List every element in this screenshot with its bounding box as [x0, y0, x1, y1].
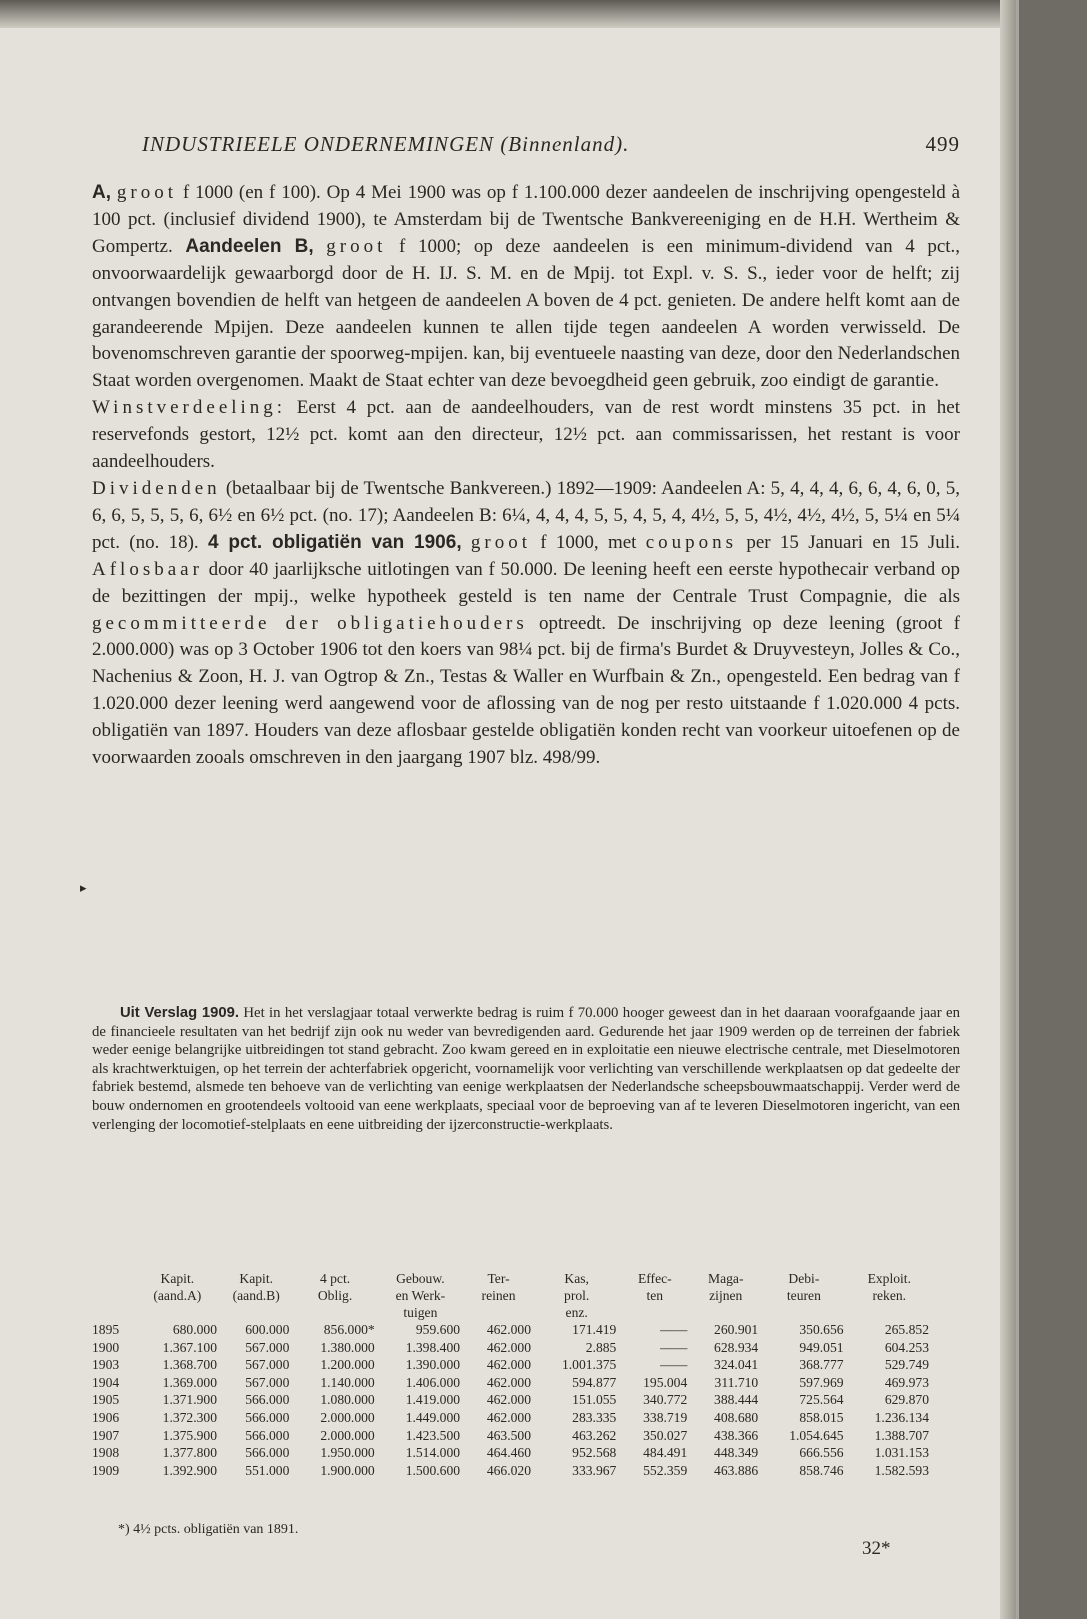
table-row	[92, 1462, 932, 1480]
table-cell: 1.368.700	[162, 1357, 218, 1373]
table-cell: 566.000	[245, 1445, 290, 1461]
page-number: 499	[925, 132, 960, 156]
table-cell: 594.877	[572, 1374, 617, 1390]
header-cell	[292, 1304, 377, 1321]
groot-word-3: groot	[470, 531, 531, 553]
table-cell: 567.000	[245, 1374, 290, 1390]
table-cell: 1.419.000	[405, 1392, 461, 1408]
header-cell: Exploit.	[867, 1271, 911, 1286]
table-cell: ——	[660, 1357, 688, 1373]
table-cell: 1.140.000	[320, 1374, 375, 1390]
table-cell: 680.000	[172, 1322, 218, 1337]
running-header	[92, 128, 960, 162]
table-cell: 2.885	[585, 1339, 617, 1355]
shares-b-text: f 1000; op deze aandeelen is een minimum-dividend van 4 pct., onvoorwaardelijk gewaarborgd door de H. IJ. S. M. en de Mpij. tot Expl. v. S. S., ieder voor de helft; zij ontvangen bovendien de helft van hetgeen de aandeelen A boven de 4 pct. genieten. De andere helft komt aan de garandeerende Mpijen. Deze aandeelen kunnen te allen tijde tegen aandeelen A worden verwisseld. De bovenomschreven garantie der spoorweg-mpijen. kan, bij eventueele naasting van deze, door den Nederlandschen Staat worden overgenomen. Maakt de Staat echter van deze bevoegdheid geen gebruik, zoo eindigt de garantie.	[92, 235, 961, 392]
profit-text: Eerst 4 pct. aan de aandeelhouders, van de rest wordt minstens 35 pct. in het reservefonds gestort, 12½ pct. komt aan den directeur, 12½ pct. aan commissarissen, het restant is voor aandeelhouders.	[92, 397, 960, 473]
table-cell: 628.934	[714, 1339, 759, 1355]
table-cell: 1.514.000	[405, 1445, 461, 1461]
table-cell: 338.719	[643, 1409, 688, 1425]
shares-a-text: f 1000 (en f 100). Op 4 Mei 1900 was op f 1.100.000 dezer aandeelen de inschrijving opengesteld à 100 pct. (inclusief dividend 1900), te Amsterdam bij de Twentsche Bankvereeniging en de H.H. Wertheim & Gompertz.	[92, 182, 961, 257]
table-row	[92, 1374, 932, 1392]
table-cell: 462.000	[486, 1322, 531, 1337]
header-cell: Effec-	[637, 1271, 672, 1286]
header-cell: Maga-	[708, 1271, 744, 1286]
table-header	[92, 1270, 932, 1321]
coupons-text: per 15 Januari en 15 Juli.	[746, 531, 961, 553]
header-cell: reinen	[481, 1288, 516, 1303]
groot-word: groot	[116, 182, 177, 203]
table-cell: 265.852	[884, 1322, 929, 1337]
gecommitteerde-words: gecommitteerde der obligatiehouders	[92, 612, 528, 634]
table-cell: 600.000	[245, 1322, 290, 1337]
table-cell: 469.973	[884, 1374, 929, 1390]
table-cell: 1.372.300	[162, 1409, 218, 1425]
table-cell: 463.262	[572, 1427, 617, 1443]
table-cell: 1.200.000	[320, 1357, 375, 1373]
table-cell: 567.000	[245, 1357, 290, 1373]
table-cell: 1.371.900	[162, 1392, 218, 1408]
table-cell: ——	[660, 1322, 688, 1337]
table-cell: 1.001.375	[561, 1357, 617, 1373]
table-cell: 1.449.000	[405, 1409, 461, 1425]
table-cell: 551.000	[245, 1462, 290, 1478]
bonds-label: 4 pct. obligatiën van 1906,	[207, 531, 462, 553]
financial-table	[92, 1270, 932, 1479]
header-cell: Ter-	[487, 1271, 510, 1286]
table-cell: 1.236.134	[874, 1409, 929, 1425]
header-cell	[135, 1304, 220, 1321]
table-row	[92, 1444, 932, 1462]
table-cell: 2.000.000	[320, 1409, 375, 1425]
paragraph-shares	[92, 180, 960, 395]
table-cell: 350.656	[799, 1322, 844, 1337]
header-cell: Oblig.	[317, 1288, 353, 1303]
table-cell: 858.015	[799, 1409, 844, 1425]
year-cell: 1909	[92, 1462, 120, 1478]
table-cell: 462.000	[486, 1374, 531, 1390]
table-cell: 856.000*	[323, 1322, 375, 1337]
table-cell: 324.041	[714, 1357, 759, 1373]
table-cell: 462.000	[486, 1357, 531, 1373]
header-cell: teuren	[786, 1288, 821, 1303]
dividends-text: (betaalbaar bij de Twentsche Bankvereen.) 1892—1909: Aandeelen A: 5, 4, 4, 4, 6, 6, 4, 6, 0, 5, 6, 6, 5, 5, 5, 6, 6½ en 6½ pct. (no. 17); Aandeelen B: 6¼, 4, 4, 4, 5, 5, 4, 5, 4, 4½, 5, 5, 4½, 4½, 4½, 5, 5¼ en 5¼ pct. (no. 18).	[92, 477, 960, 553]
table-cell: 283.335	[572, 1409, 617, 1425]
table-cell: ——	[660, 1339, 688, 1355]
table-cell: 1.950.000	[320, 1445, 375, 1461]
table-cell: 1.900.000	[320, 1462, 375, 1478]
table-cell: 1.582.593	[874, 1462, 929, 1478]
table-cell: 408.680	[714, 1409, 759, 1425]
groot-word-2: groot	[326, 235, 387, 257]
table-cell: 1.388.707	[874, 1427, 929, 1443]
year-cell: 1906	[92, 1409, 120, 1425]
table-cell: 1.423.500	[405, 1427, 461, 1443]
paragraph-profit	[92, 395, 960, 476]
header-cell: tuigen	[403, 1305, 438, 1320]
dividends-label: Dividenden	[92, 477, 221, 499]
header-cell: prol.	[564, 1288, 590, 1303]
main-text	[92, 180, 960, 772]
table-cell: 858.746	[799, 1462, 844, 1478]
table-cell: 952.568	[572, 1445, 617, 1461]
header-row-2	[92, 1287, 932, 1304]
page-top-edge	[0, 0, 1016, 28]
table-cell: 333.967	[572, 1462, 617, 1478]
margin-mark: ▸	[80, 880, 87, 895]
table-cell: 1.080.000	[320, 1392, 375, 1408]
table-cell: 597.969	[799, 1374, 844, 1390]
table-cell: 529.749	[884, 1357, 929, 1373]
report-label: Uit Verslag 1909.	[120, 1005, 239, 1021]
table-cell: 1.031.153	[874, 1445, 929, 1461]
table-cell: 1.398.400	[405, 1339, 461, 1355]
table-cell: 1.369.000	[162, 1374, 218, 1390]
header-cell: Kapit.	[160, 1271, 195, 1286]
annual-report-section	[92, 1004, 960, 1134]
table-cell: 195.004	[643, 1374, 688, 1390]
header-cell: 4 pct.	[319, 1271, 351, 1286]
table-cell: 438.366	[714, 1427, 759, 1443]
table-cell: 151.055	[572, 1392, 617, 1408]
header-title: INDUSTRIEELE ONDERNEMINGEN (Binnenland).	[142, 132, 630, 156]
table-cell: 1.500.600	[405, 1462, 461, 1478]
year-cell: 1904	[92, 1374, 120, 1390]
header-cell	[619, 1304, 690, 1321]
aflosbaar-word: Aflosbaar	[92, 558, 203, 580]
footnote: *) 4½ pcts. obligatiën van 1891.	[118, 1522, 299, 1537]
table-cell: 604.253	[884, 1339, 929, 1355]
header-cell: Kapit.	[239, 1271, 273, 1286]
header-cell: ten	[646, 1288, 664, 1303]
bonds-text-2: optreedt. De inschrijving op deze leening (groot f 2.000.000) was op 3 October 1906 tot den koers van 98¼ pct. bij de firma's Burdet & Druyvesteyn, Jolles & Co., Nachenius & Zoon, H. J. van Ogtrop & Zn., Testas & Waller en Wurfbain & Zn., opengesteld. Een bedrag van f 1.020.000 dezer leening werd aangewend voor de aflossing van de nog per resto uitstaande f 1.020.000 4 pcts. obligatiën van 1897. Houders van deze aflosbaar gestelde obligatiën konden recht van voorkeur uitoefenen op de voorwaarden zooals omschreven in den jaargang 1907 blz. 498/99.	[92, 612, 960, 769]
shares-a-label: A,	[92, 182, 111, 203]
header-cell: Gebouw.	[396, 1271, 445, 1286]
table-cell: 566.000	[245, 1427, 290, 1443]
table-cell: 448.349	[714, 1445, 759, 1461]
table-cell: 171.419	[572, 1322, 617, 1337]
header-cell	[92, 1304, 135, 1321]
year-cell: 1905	[92, 1392, 120, 1408]
table-cell: 725.564	[799, 1392, 844, 1408]
table-cell: 462.000	[486, 1409, 531, 1425]
signature-mark: 32*	[862, 1538, 891, 1559]
header-cell	[761, 1304, 846, 1321]
table-cell: 311.710	[714, 1374, 759, 1390]
table-cell: 567.000	[245, 1339, 290, 1355]
table-cell: 1.406.000	[405, 1374, 461, 1390]
table-cell: 1.054.645	[789, 1427, 844, 1443]
table-cell: 566.000	[245, 1409, 290, 1425]
table-cell: 484.491	[643, 1445, 688, 1461]
header-cell: Debi-	[788, 1271, 820, 1286]
shares-b-label: Aandeelen B,	[185, 235, 314, 257]
table-cell: 350.027	[643, 1427, 688, 1443]
table-cell: 1.390.000	[405, 1357, 461, 1373]
table-row	[92, 1356, 932, 1374]
header-cell	[220, 1304, 292, 1321]
table-cell: 552.359	[643, 1462, 688, 1478]
header-cell	[463, 1304, 534, 1321]
table-cell: 566.000	[245, 1392, 290, 1408]
year-cell: 1900	[92, 1339, 120, 1355]
header-cell: (aand.B)	[232, 1288, 280, 1303]
table-cell: 388.444	[714, 1392, 759, 1408]
header-cell	[690, 1304, 761, 1321]
table-cell: 1.367.100	[162, 1339, 218, 1355]
bonds-text: door 40 jaarlijksche uitlotingen van f 50.000. De leening heeft een eerste hypothecair verband op de bezittingen der mpij., welke hypotheek gesteld is ten name der Centrale Trust Compagnie, die als	[92, 558, 960, 607]
header-cell: en Werk-	[395, 1288, 446, 1303]
table-cell: 629.870	[884, 1392, 929, 1408]
year-cell: 1907	[92, 1427, 120, 1443]
table-row	[92, 1427, 932, 1445]
table-cell: 1.377.800	[162, 1445, 218, 1461]
table-cell: 466.020	[486, 1462, 531, 1478]
header-cell: enz.	[565, 1305, 588, 1320]
table-cell: 464.460	[486, 1445, 531, 1461]
table-cell: 666.556	[799, 1445, 844, 1461]
table-row	[92, 1321, 932, 1339]
year-cell: 1895	[92, 1322, 120, 1337]
profit-label: Winstverdeeling:	[92, 397, 287, 419]
header-cell: (aand.A)	[153, 1288, 202, 1303]
table-body	[92, 1321, 932, 1479]
table-cell: 463.886	[714, 1462, 759, 1478]
paragraph-dividends	[92, 476, 960, 772]
table-cell: 462.000	[486, 1392, 531, 1408]
header-row-1	[92, 1270, 932, 1287]
year-cell: 1903	[92, 1357, 120, 1373]
book-spine	[1000, 0, 1016, 1619]
table-cell: 1.380.000	[320, 1339, 375, 1355]
header-cell: reken.	[872, 1288, 907, 1303]
bonds-denomination: f 1000, met	[540, 531, 637, 553]
coupons-word: coupons	[645, 531, 738, 553]
table-cell: 368.777	[799, 1357, 844, 1373]
header-cell	[92, 1287, 135, 1304]
table-cell: 959.600	[415, 1322, 461, 1337]
header-cell	[92, 1270, 135, 1287]
report-paragraph	[92, 1004, 960, 1134]
table-row	[92, 1409, 932, 1427]
table-cell: 1.392.900	[162, 1462, 218, 1478]
header-cell	[847, 1304, 932, 1321]
report-text: Het in het verslagjaar totaal verwerkte bedrag is ruim f 70.000 hooger geweest dan in het daaraan voorafgaande jaar en de financieele resultaten van het bedrijf zijn ook nu weder van bevredigenden aard. Gedurende het jaar 1909 werden op de terreinen der fabriek weder eenige belangrijke uitbreidingen tot stand gebracht. Zoo kwam gereed en in exploitatie een nieuwe electrische centrale, met Dieselmotoren als krachtwerktuigen, op het terrein der achterfabriek opgericht, voornamelijk voor verlichting van verschillende werkplaatsen op dat gedeelte der fabriek bestemd, alsmede ten behoeve van de verlichting van eenige werkplaatsen der Nederlandsche scheepsbouwmaatschappij. Verder werd de bouw ondernomen en grootendeels voltooid van eene werkplaats, speciaal voor de beproeving van af te leveren Dieselmotoren ingericht, van een verlenging der locomotief-stelplaats en eene uitbreiding der ijzerconstructie-werkplaats.	[92, 1005, 961, 1133]
table-cell: 463.500	[486, 1427, 531, 1443]
table-cell: 949.051	[799, 1339, 844, 1355]
header-cell: Kas,	[564, 1271, 589, 1286]
table-row	[92, 1339, 932, 1357]
table-cell: 462.000	[486, 1339, 531, 1355]
table-cell: 340.772	[643, 1392, 688, 1408]
header-row-3	[92, 1304, 932, 1321]
table-cell: 1.375.900	[162, 1427, 218, 1443]
table-row	[92, 1391, 932, 1409]
table-cell: 2.000.000	[320, 1427, 375, 1443]
header-cell: zijnen	[709, 1288, 743, 1303]
table-cell: 260.901	[714, 1322, 759, 1337]
year-cell: 1908	[92, 1445, 120, 1461]
